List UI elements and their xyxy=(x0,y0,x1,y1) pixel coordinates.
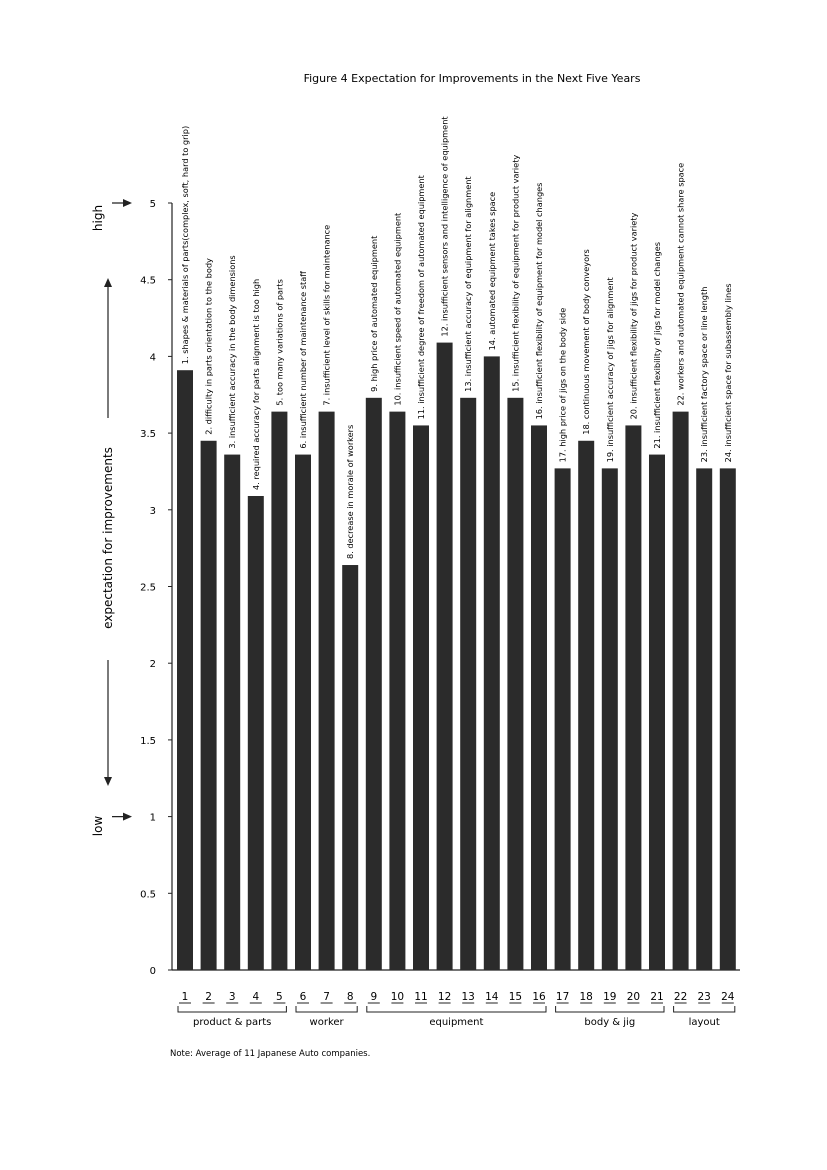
x-tick-label: 13 xyxy=(461,991,475,1003)
y-tick-label: 0.5 xyxy=(140,889,156,901)
bar-label-22: 22. workers and automated equipment cannot share space xyxy=(675,162,686,406)
x-tick-label: 7 xyxy=(323,991,330,1003)
bar-11 xyxy=(413,425,429,970)
arrow-head xyxy=(123,199,132,207)
y-tick-label: 5 xyxy=(149,199,156,210)
y-tick-label: 2.5 xyxy=(140,582,156,594)
x-tick-label: 6 xyxy=(299,991,307,1003)
y-tick-label: 3 xyxy=(149,505,156,517)
bar-label-14: 14. automated equipment takes space xyxy=(486,191,497,351)
bar-label-23: 23. insufficient factory space or line length xyxy=(699,286,710,463)
bar-label-10: 10. insufficient speed of automated equipment xyxy=(392,212,403,406)
x-tick-label: 24 xyxy=(721,991,735,1003)
bar-3 xyxy=(224,455,240,970)
group-bracket xyxy=(674,1006,735,1012)
category-groups xyxy=(178,1006,735,1028)
bar-2 xyxy=(201,441,217,970)
bar-4 xyxy=(248,496,264,970)
y-high-label: high xyxy=(91,204,105,232)
bar-24 xyxy=(720,468,736,970)
y-tick-label: 0 xyxy=(149,966,156,977)
bar-5 xyxy=(271,412,287,970)
bar-7 xyxy=(319,412,335,970)
bar-16 xyxy=(531,425,547,970)
x-tick-label: 10 xyxy=(390,991,405,1003)
bar-20 xyxy=(625,425,641,970)
arrow-head xyxy=(123,813,132,821)
bar-15 xyxy=(507,398,523,970)
chart-title: Figure 4 Expectation for Improvements in the Next Five Years xyxy=(303,72,641,85)
y-tick-label: 4 xyxy=(149,352,156,364)
group-bracket xyxy=(367,1006,546,1012)
y-tick-label: 2 xyxy=(149,659,156,671)
x-tick-label: 1 xyxy=(181,991,189,1003)
x-tick-label: 8 xyxy=(346,991,354,1003)
bar-label-15: 15. insufficient flexibility of equipment for product variety xyxy=(510,154,521,392)
bar-21 xyxy=(649,455,665,970)
bar-label-20: 20. insufficient flexibility of jigs for product variety xyxy=(628,212,639,420)
x-tick-label: 4 xyxy=(252,991,260,1003)
arrow-head xyxy=(104,278,112,287)
bar-8 xyxy=(342,565,358,970)
bar-label-17: 17. high price of jigs on the body side xyxy=(557,307,568,463)
x-tick-label: 21 xyxy=(650,991,664,1003)
bar-18 xyxy=(578,441,594,970)
bar-23 xyxy=(696,468,712,970)
chart-note: Note: Average of 11 Japanese Auto companies. xyxy=(170,1049,371,1059)
y-tick-label: 1 xyxy=(149,812,156,824)
bar-label-8: 8. decrease in morale of workers xyxy=(345,424,356,560)
y-tick-label: 3.5 xyxy=(140,429,156,441)
bar-label-21: 21. insufficient flexibility of jigs for model changes xyxy=(652,241,662,449)
bar-label-24: 24. insufficient space for subassembly lines xyxy=(722,283,733,463)
group-bracket xyxy=(296,1006,357,1012)
group-bracket xyxy=(556,1006,664,1012)
x-tick-label: 16 xyxy=(532,991,546,1003)
group-label: equipment xyxy=(429,1017,484,1028)
bar-1 xyxy=(177,370,193,970)
bar-17 xyxy=(555,468,571,970)
bar-12 xyxy=(437,343,453,970)
bar-22 xyxy=(673,412,689,970)
bar-label-7: 7. insufficient level of skills for maintenance xyxy=(321,224,332,406)
group-bracket xyxy=(178,1006,286,1012)
bar-label-6: 6. insufficient number of maintenance staff xyxy=(298,271,308,449)
x-tick-label: 14 xyxy=(485,991,499,1003)
bar-14 xyxy=(484,356,500,970)
bar-label-2: 2. difficulty in parts orientation to the body xyxy=(203,258,214,435)
y-low-label: low xyxy=(91,815,105,837)
x-tick-label: 12 xyxy=(437,991,452,1003)
x-tick-label: 5 xyxy=(276,991,283,1003)
x-axis xyxy=(179,991,735,1003)
bar-10 xyxy=(389,412,405,970)
y-axis-annotation xyxy=(91,199,132,836)
x-tick-label: 3 xyxy=(228,991,236,1003)
x-tick-label: 9 xyxy=(370,991,378,1003)
bar-label-4: 4. required accuracy for parts alignment is too high xyxy=(250,278,261,490)
bar-19 xyxy=(602,468,618,970)
x-tick-label: 11 xyxy=(414,991,428,1003)
bar-13 xyxy=(460,398,476,970)
group-label: product & parts xyxy=(193,1017,272,1028)
y-tick-label: 4.5 xyxy=(140,275,156,287)
group-label: worker xyxy=(309,1017,344,1028)
bar-label-1: 1. shapes & materials of parts(complex, soft, hard to grip) xyxy=(180,125,190,365)
x-tick-label: 19 xyxy=(603,991,617,1003)
bar-label-9: 9. high price of automated equipment xyxy=(368,235,379,392)
x-tick-label: 17 xyxy=(555,991,570,1003)
bar-label-13: 13. insufficient accuracy of equipment for alignment xyxy=(463,176,474,392)
bar-label-11: 11. insufficient degree of freedom of automated equipment xyxy=(416,175,426,420)
y-axis-title: expectation for improvements xyxy=(101,447,115,629)
bar-label-16: 16. insufficient flexibility of equipment for model changes xyxy=(534,182,544,420)
group-label: body & jig xyxy=(584,1017,636,1028)
bar-label-19: 19. insufficient accuracy of jigs for alignment xyxy=(604,277,615,463)
x-tick-label: 20 xyxy=(626,991,641,1003)
bar-label-18: 18. continuous movement of body conveyors xyxy=(581,249,592,435)
bar-label-3: 3. insufficient accuracy in the body dimensions xyxy=(227,255,238,449)
x-tick-label: 2 xyxy=(205,991,212,1003)
group-label: layout xyxy=(688,1017,720,1028)
arrow-head xyxy=(104,777,112,786)
bar-9 xyxy=(366,398,382,970)
x-tick-label: 22 xyxy=(673,991,688,1003)
x-tick-label: 23 xyxy=(697,991,711,1003)
x-tick-label: 18 xyxy=(579,991,593,1003)
bar-label-5: 5. too many variations of parts xyxy=(274,279,285,406)
x-tick-label: 15 xyxy=(508,991,523,1003)
bar-label-12: 12. insufficient sensors and intelligence of equipment xyxy=(439,116,450,337)
bar-6 xyxy=(295,455,311,970)
y-tick-label: 1.5 xyxy=(140,735,156,747)
